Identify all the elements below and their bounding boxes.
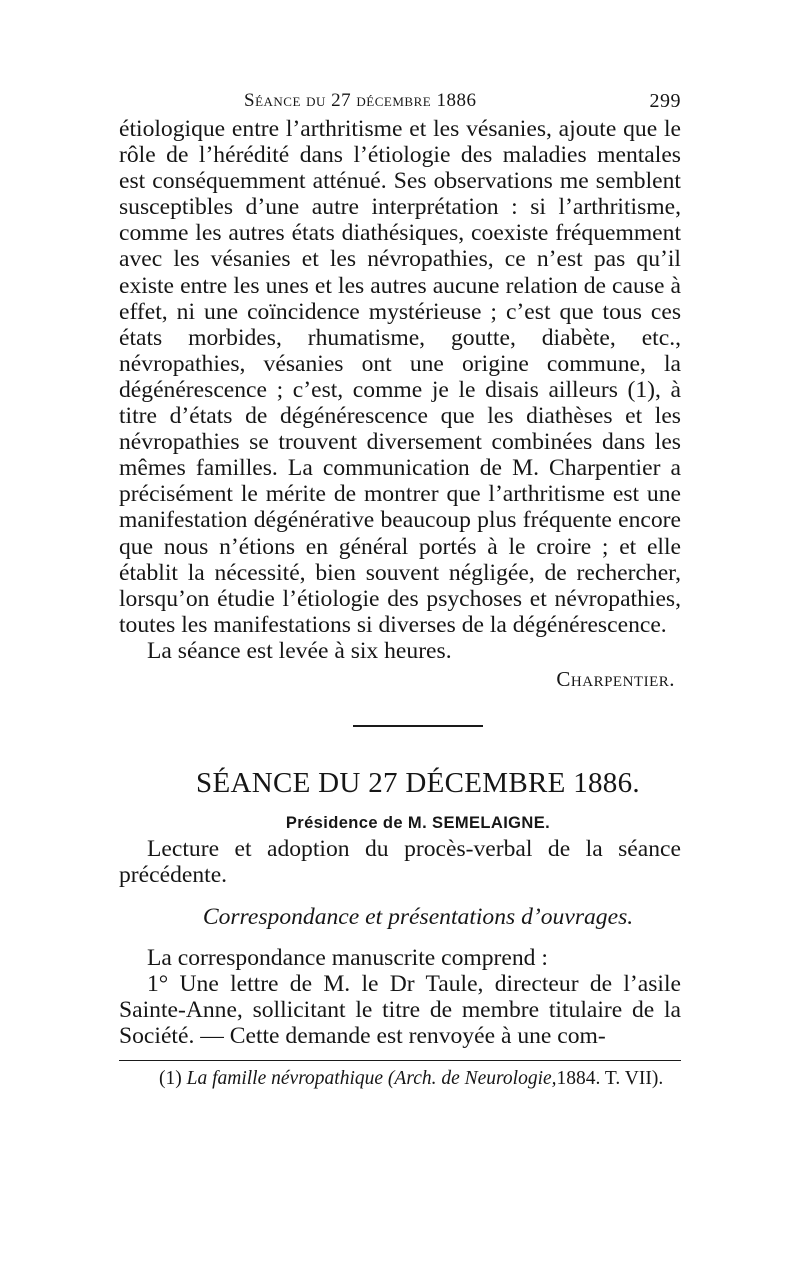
section-separator-rule	[353, 725, 483, 727]
presidency-line: Présidence de M. SEMELAIGNE.	[285, 814, 551, 833]
correspondence-intro: La correspondance manuscrite comprend :	[147, 944, 548, 971]
page-number: 299	[649, 90, 681, 112]
book-page	[119, 86, 681, 1090]
correspondence-item-1: 1° Une lettre de M. le Dr Taule, directeur de l’asile Sainte-Anne, sollicitant le titre de membre titulaire de la Société. — Cette demande est renvoyée à une com-	[119, 970, 681, 1049]
subsection-title: Correspondance et présentations d’ouvrages.	[202, 904, 634, 931]
running-head-title: Séance du 27 décembre 1886	[244, 90, 477, 111]
closing-sentence: La séance est levée à six heures.	[147, 637, 452, 664]
footnote-marker: (1)	[159, 1067, 182, 1089]
running-head	[119, 86, 681, 116]
minutes-paragraph: Lecture et adoption du procès-verbal de la séance précédente.	[119, 836, 681, 889]
footnote	[119, 1068, 681, 1090]
signature: Charpentier.	[556, 666, 675, 691]
footnote-rule	[119, 1060, 681, 1061]
footnote-citation-year: 1884. T. VII).	[556, 1067, 664, 1089]
continuation-paragraph: étiologique entre l’arthritisme et les vésanies, ajoute que le rôle de l’hérédité dans l’étiologie des maladies mentales est conséquemment atténué. Ses observations me semblent susceptibles d’une autre interprétation : si l’arthritisme, comme les autres états diathésiques, coexiste fréquemment avec les vésanies et les névropathies, ce n’est pas qu’il existe entre les unes et les autres aucune relation de cause à effet, ni une coïncidence mystérieuse ; c’est que tous ces états morbides, rhumatisme, goutte, diabète, etc., névropathies, vésanies ont une origine commune, la dégénérescence ; c’est, comme je le disais ailleurs (1), à titre d’états de dégénérescence que les diathèses et les névropathies se trouvent diversement combinées dans les mêmes familles. La communication de M. Charpentier a précisément le mérite de montrer que l’arthritisme est une manifestation dégénérative beaucoup plus fréquente encore que nous n’étions en général portés à le croire ; et elle établit la nécessité, bien souvent négligée, de rechercher, lorsqu’on étudie l’étiologie des psychoses et névropathies, toutes les manifestations si diverses de la dégénérescence.	[119, 116, 681, 638]
section-title: SÉANCE DU 27 DÉCEMBRE 1886.	[196, 767, 640, 800]
footnote-citation-title: La famille névropathique (Arch. de Neurologie,	[186, 1067, 557, 1089]
page-body	[119, 116, 681, 1049]
